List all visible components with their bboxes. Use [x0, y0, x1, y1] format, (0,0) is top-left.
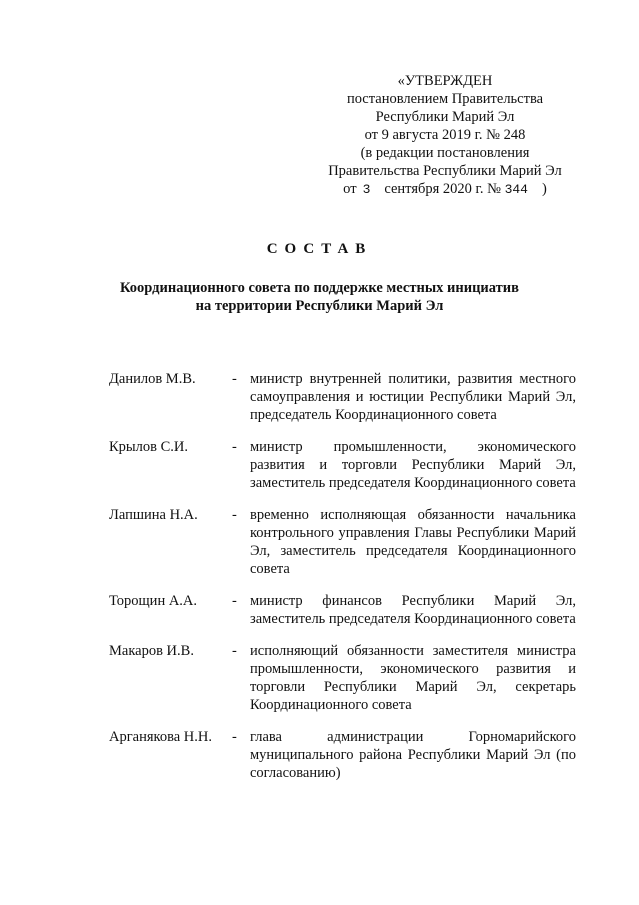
approval-line-republic: Республики Марий Эл — [375, 109, 515, 125]
subtitle-line-1: Координационного совета по поддержке местных инициатив — [120, 280, 519, 296]
member-dash: - — [232, 643, 237, 659]
members-list — [0, 370, 639, 782]
approval-line-edition: (в редакции постановления — [360, 145, 530, 161]
amendment-number: 344 — [504, 182, 528, 197]
member-entry — [0, 728, 639, 782]
subtitle-line-2: на территории Республики Марий Эл — [195, 298, 444, 314]
member-role: глава администрации Горномарийского муниципального района Республики Марий Эл (по согласованию) — [250, 729, 576, 781]
member-name: Данилов М.В. — [109, 371, 196, 387]
document-subtitle — [60, 279, 579, 315]
member-dash: - — [232, 371, 237, 387]
member-dash: - — [232, 729, 237, 745]
approval-line-resolution: постановлением Правительства — [346, 91, 544, 107]
member-entry — [0, 592, 639, 628]
member-name: Арганякова Н.Н. — [109, 729, 213, 745]
member-entry — [0, 370, 639, 424]
member-name: Крылов С.И. — [109, 439, 189, 455]
member-entry — [0, 506, 639, 578]
member-name: Макаров И.В. — [109, 643, 194, 659]
approval-line-amendment-date — [300, 180, 590, 199]
amendment-day: 3 — [362, 182, 371, 197]
member-entry — [0, 438, 639, 492]
member-name: Торощин А.А. — [109, 593, 198, 609]
approval-line-approved: «УТВЕРЖДЕН — [397, 73, 493, 89]
approval-stamp — [300, 72, 590, 199]
member-role: министр внутренней политики, развития местного самоуправления и юстиции Республики Марий Эл, председатель Координационного совета — [250, 371, 576, 423]
member-role: министр финансов Республики Марий Эл, заместитель председателя Координационного совета — [250, 593, 576, 627]
member-dash: - — [232, 593, 237, 609]
amendment-suffix: ) — [541, 181, 547, 197]
amendment-middle: сентября 2020 г. № — [384, 181, 501, 197]
member-name: Лапшина Н.А. — [109, 507, 198, 523]
approval-line-government: Правительства Республики Марий Эл — [328, 163, 562, 179]
amendment-prefix: от — [343, 181, 357, 197]
member-dash: - — [232, 439, 237, 455]
member-entry — [0, 642, 639, 714]
member-role: временно исполняющая обязанности начальника контрольного управления Главы Республики Марий Эл, заместитель председателя Координационного совета — [250, 507, 576, 577]
member-dash: - — [232, 507, 237, 523]
member-role: исполняющий обязанности заместителя министра промышленности, экономического развития и торговли Республики Марий Эл, секретарь Координационного совета — [250, 643, 576, 713]
member-role: министр промышленности, экономического развития и торговли Республики Марий Эл, заместитель председателя Координационного совета — [250, 439, 576, 491]
approval-line-original-date: от 9 августа 2019 г. № 248 — [364, 127, 526, 143]
document-heading: СОСТАВ — [266, 241, 373, 257]
